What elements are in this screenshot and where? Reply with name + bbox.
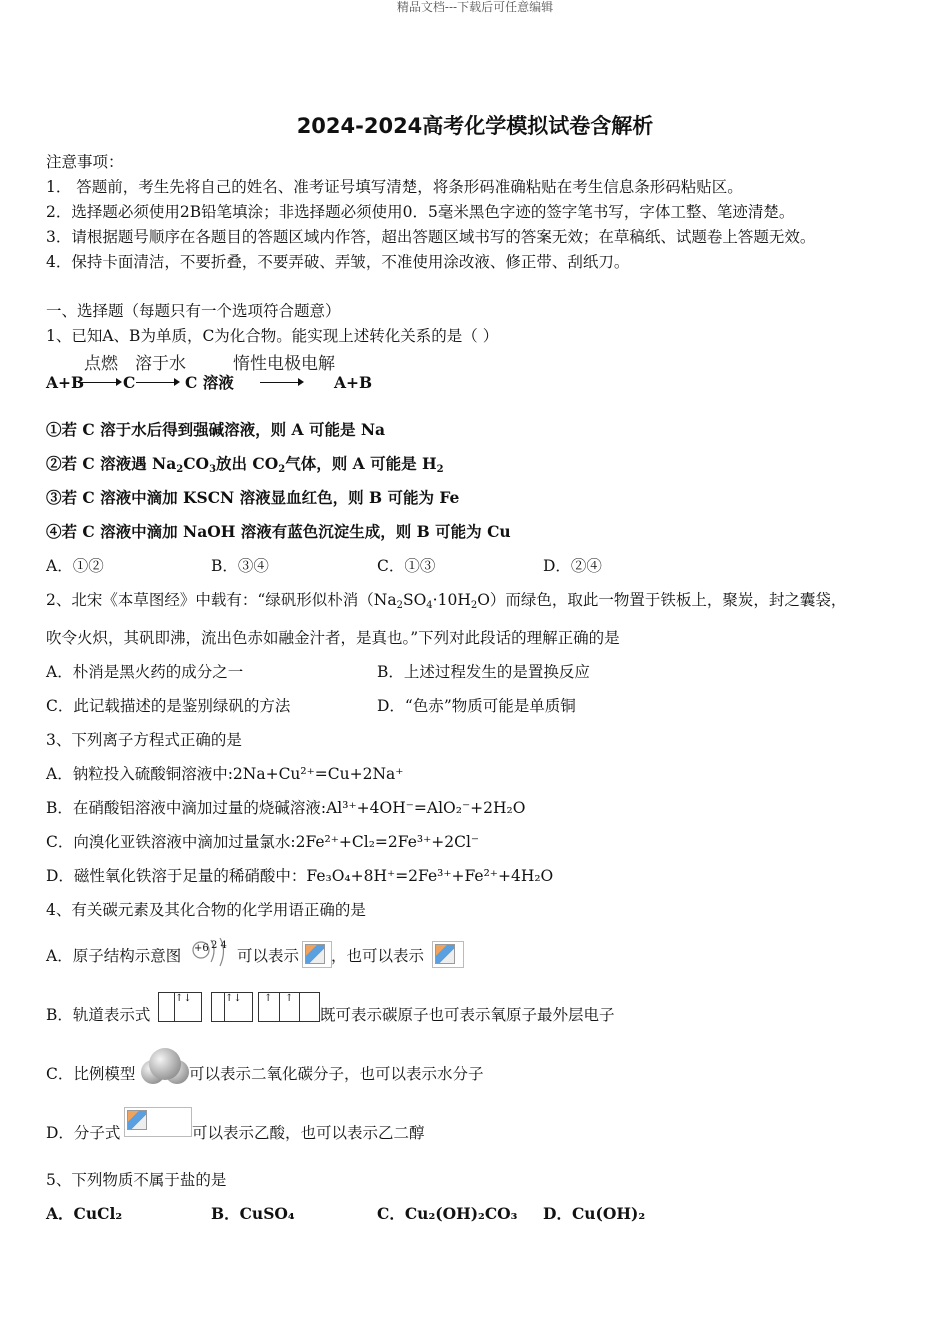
q5-option-c[interactable]: C．Cu₂(OH)₂CO₃ [377, 1204, 518, 1223]
q1-option-d[interactable]: D．②④ [543, 557, 602, 575]
q4-option-a-mid: 可以表示 [237, 947, 300, 965]
q1-option-b[interactable]: B．③④ [211, 557, 269, 575]
page-header: 精品文档---下载后可任意编辑 [396, 0, 554, 14]
q2-option-b[interactable]: B．上述过程发生的是置换反应 [377, 663, 590, 681]
q4-option-d-text: 可以表示乙酸，也可以表示乙二醇 [192, 1124, 425, 1142]
q4-option-a-prefix[interactable]: A．原子结构示意图 [46, 947, 182, 965]
space-filling-model-icon [141, 1048, 189, 1086]
q4-option-b-text: 既可表示碳原子也可表示氧原子最外层电子 [320, 1006, 615, 1024]
q3-option-c[interactable]: C．向溴化亚铁溶液中滴加过量氯水:2Fe²⁺+Cl₂=2Fe³⁺+2Cl⁻ [46, 833, 480, 851]
page-title: 2024-2024高考化学模拟试卷含解析 [296, 114, 654, 138]
arrow-icon [260, 372, 304, 392]
q4-option-c-prefix[interactable]: C．比例模型 [46, 1065, 136, 1083]
broken-image-icon [302, 941, 332, 968]
notice-item-1: 1． 答题前，考生先将自己的姓名、准考证号填写清楚，将条形码准确粘贴在考生信息条形码粘贴区。 [46, 178, 743, 196]
scheme-end: A+B [334, 373, 373, 392]
arrow-icon [136, 372, 180, 392]
arrow-label-dissolve: 溶于水 [135, 354, 186, 374]
arrow-label-burn: 点燃 [84, 354, 118, 374]
scheme-mid1: C [123, 373, 136, 392]
q4-option-a-mid2: ，也可以表示 [331, 947, 425, 965]
q3-option-d[interactable]: D．磁性氧化铁溶于足量的稀硝酸中：Fe₃O₄+8H⁺=2Fe³⁺+Fe²⁺+4H₂O [46, 867, 554, 885]
broken-image-icon [124, 1107, 192, 1137]
q5-option-d[interactable]: D．Cu(OH)₂ [543, 1204, 646, 1223]
arrow-label-electrolysis: 惰性电极电解 [233, 354, 335, 374]
q4-option-c-text: 可以表示二氧化碳分子，也可以表示水分子 [189, 1065, 484, 1083]
scheme-start: A+B [46, 373, 85, 392]
q1-statement-3: ③若 C 溶液中滴加 KSCN 溶液显血红色，则 B 可能为 Fe [46, 488, 460, 507]
notice-heading: 注意事项： [46, 153, 124, 171]
orbital-box-1: ↑↓ [158, 992, 202, 1022]
broken-image-icon [432, 941, 464, 968]
orbital-box-2: ↑↓ [211, 992, 253, 1022]
q5-stem: 5、下列物质不属于盐的是 [46, 1171, 227, 1189]
scheme-mid2: C 溶液 [185, 373, 234, 392]
atom-structure-diagram [189, 936, 237, 968]
orbital-box-3: ↑ ↑ [258, 992, 320, 1022]
q3-option-b[interactable]: B．在硝酸铝溶液中滴加过量的烧碱溶液:Al³⁺+4OH⁻=AlO₂⁻+2H₂O [46, 799, 526, 817]
section-heading: 一、选择题（每题只有一个选项符合题意） [46, 302, 341, 320]
q3-stem: 3、下列离子方程式正确的是 [46, 731, 242, 749]
arrow-icon [78, 372, 122, 392]
q1-statement-4: ④若 C 溶液中滴加 NaOH 溶液有蓝色沉淀生成，则 B 可能为 Cu [46, 522, 511, 541]
q1-option-a[interactable]: A．①② [46, 557, 104, 575]
atom-electron-label: 2 4 [211, 940, 227, 951]
q5-option-b[interactable]: B．CuSO₄ [211, 1204, 295, 1223]
atom-nucleus-label: +6 [194, 943, 209, 954]
q4-option-d-prefix[interactable]: D．分子式 [46, 1124, 121, 1142]
q2-stem-line1: 2、北宋《本草图经》中载有：“绿矾形似朴消$(Na_2SO_4\cdot 10H_2O)$而绿色，取此一物置于铁板上，聚炭，封之囊袋， [46, 591, 847, 611]
q2-stem-line2: 吹令火炽，其矾即沸，流出色赤如融金汁者，是真也。”下列对此段话的理解正确的是 [46, 629, 620, 647]
q2-option-d[interactable]: D．“色赤”物质可能是单质铜 [377, 697, 576, 715]
q5-option-a[interactable]: A．CuCl₂ [46, 1204, 123, 1223]
q2-option-a[interactable]: A．朴消是黑火药的成分之一 [46, 663, 244, 681]
q1-option-c[interactable]: C．①③ [377, 557, 436, 575]
notice-item-4: 4．保持卡面清洁，不要折叠，不要弄破、弄皱，不准使用涂改液、修正带、刮纸刀。 [46, 253, 630, 271]
q4-stem: 4、有关碳元素及其化合物的化学用语正确的是 [46, 901, 366, 919]
q1-statement-1: ①若 C 溶于水后得到强碱溶液，则 A 可能是 Na [46, 420, 386, 439]
q1-statement-2: ②若 C 溶液遇 $Na_2CO_3$放出 $CO_2$气体，则 A 可能是 $H_2$ [46, 454, 444, 475]
notice-item-2: 2．选择题必须使用2B铅笔填涂；非选择题必须使用0．5毫米黑色字迹的签字笔书写，字体工整、笔迹清楚。 [46, 203, 795, 221]
q4-option-b-prefix[interactable]: B．轨道表示式 [46, 1006, 151, 1024]
q1-stem: 1、已知A、B为单质，C为化合物。能实现上述转化关系的是（ ） [46, 327, 499, 345]
q3-option-a[interactable]: A．钠粒投入硫酸铜溶液中:2Na+Cu²⁺=Cu+2Na⁺ [46, 765, 404, 783]
q2-option-c[interactable]: C．此记载描述的是鉴别绿矾的方法 [46, 697, 291, 715]
notice-item-3: 3．请根据题号顺序在各题目的答题区域内作答，超出答题区域书写的答案无效；在草稿纸、试题卷上答题无效。 [46, 228, 816, 246]
